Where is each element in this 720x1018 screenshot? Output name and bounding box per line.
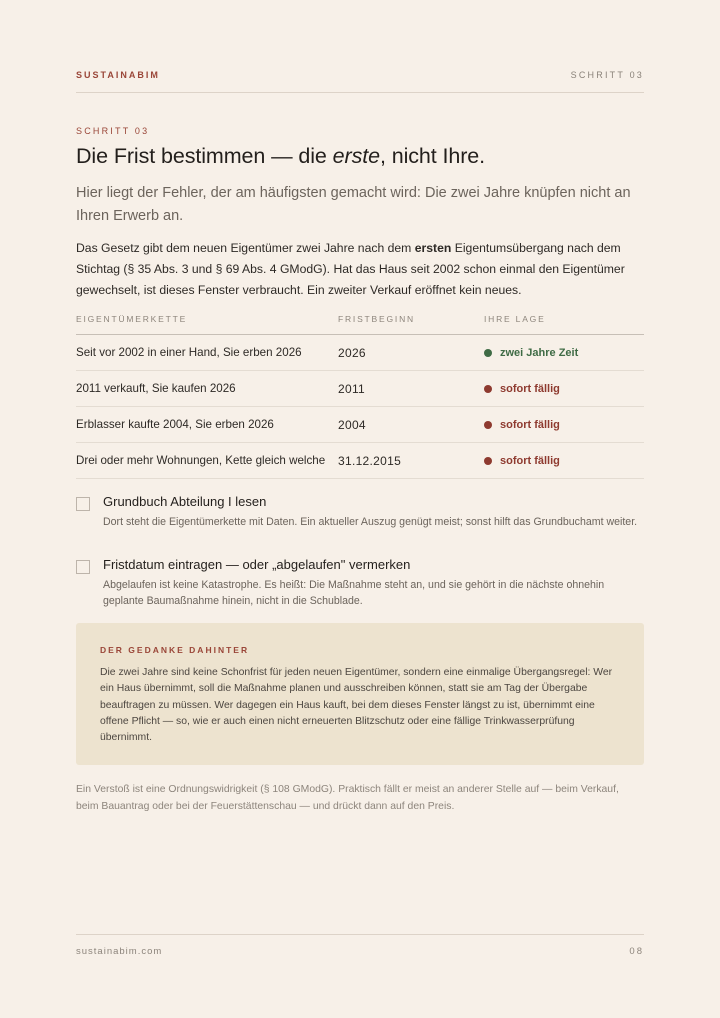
footnote: Ein Verstoß ist eine Ordnungswidrigkeit (§ 108 GModG). Praktisch fällt er meist an anderer Stelle auf — beim Verkauf, beim Bauantrag oder bei der Feuerstättenschau — und drückt dann auf den Preis. (76, 784, 619, 812)
status-cell (484, 347, 644, 359)
task-checkbox[interactable] (76, 497, 90, 511)
status-dot-icon (484, 385, 492, 393)
task-description: Abgelaufen ist keine Katastrophe. Es heißt: Die Maßnahme steht an, und sie gehört in die nächste ohnehin geplante Baumaßnahme hinein, nicht in die Schublade. (103, 579, 605, 607)
table-header (76, 312, 644, 335)
column-header-status: IHRE LAGE (484, 314, 546, 324)
callout-box (76, 623, 644, 765)
task-title: Fristdatum eintragen — oder „abgelaufen" vermerken (103, 557, 411, 572)
title-part-2: , nicht Ihre. (379, 144, 486, 168)
brand-name: SUSTAINABIM (76, 70, 160, 80)
table-row (76, 443, 644, 479)
body-paragraph (76, 238, 644, 301)
title-part-1: Die Frist bestimmen — die (76, 144, 333, 168)
status-dot-icon (484, 457, 492, 465)
start-cell: 31.12.2015 (338, 453, 402, 468)
chain-cell: Seit vor 2002 in einer Hand, Sie erben 2026 (76, 346, 302, 359)
page (76, 0, 644, 1018)
table-row (76, 407, 644, 443)
column-header-start: FRISTBEGINN (338, 314, 415, 324)
column-header-chain: EIGENTÜMERKETTE (76, 314, 188, 324)
table-row (76, 335, 644, 371)
table-row (76, 371, 644, 407)
status-text: zwei Jahre Zeit (500, 346, 579, 359)
status-cell (484, 419, 644, 431)
task-checkbox[interactable] (76, 560, 90, 574)
body-part-1: Das Gesetz gibt dem neuen Eigentümer zwei Jahre nach dem (76, 241, 415, 255)
start-cell: 2004 (338, 417, 366, 432)
chain-cell: Erblasser kaufte 2004, Sie erben 2026 (76, 418, 274, 431)
task-description: Dort steht die Eigentümerkette mit Daten. Ein aktueller Auszug genügt meist; sonst hilft das Grundbuchamt weiter. (103, 516, 638, 528)
ownership-table (76, 312, 644, 479)
status-text: sofort fällig (500, 382, 560, 395)
title-emphasis: erste (332, 144, 380, 168)
status-cell (484, 383, 644, 395)
section-eyebrow: SCHRITT 03 (76, 126, 150, 136)
callout-label: DER GEDANKE DAHINTER (100, 645, 250, 655)
body-part-2: Eigentumsübergang nach dem Stichtag (§ 35 Abs. 3 und § 69 Abs. 4 GModG). Hat das Haus seit 2002 schon einmal den Eigentümer gewechselt, ist dieses Fenster verbraucht. Ein zweiter Verkauf eröffnet kein neues. (76, 241, 625, 297)
start-cell: 2026 (338, 345, 366, 360)
body-bold: ersten (414, 241, 452, 255)
start-cell: 2011 (338, 381, 366, 396)
page-number: 08 (629, 946, 644, 957)
page-footer (76, 934, 644, 957)
chain-cell: Drei oder mehr Wohnungen, Kette gleich welche (76, 454, 326, 467)
task-title: Grundbuch Abteilung I lesen (103, 494, 267, 509)
status-dot-icon (484, 421, 492, 429)
status-dot-icon (484, 349, 492, 357)
page-title (76, 144, 485, 169)
chain-cell: 2011 verkauft, Sie kaufen 2026 (76, 382, 236, 395)
status-cell (484, 455, 644, 467)
header-step: SCHRITT 03 (570, 70, 644, 80)
page-header (76, 70, 644, 93)
callout-text: Die zwei Jahre sind keine Schonfrist für jeden neuen Eigentümer, sondern eine einmalige Übergangsregel: Wer ein Haus übernimmt, soll die Maßnahme planen und ausschreiben können, statt sie am Tag der Übergabe beauftragen zu müssen. Wer dagegen ein Haus kauft, bei dem dieses Fenster längst zu ist, übernimmt eine offene Pflicht — so, wie er auch einen nicht erneuerten Blitzschutz oder eine fällige Trinkwasserprüfung übernimmt. (100, 667, 613, 744)
footer-url: sustainabim.com (76, 946, 163, 957)
status-text: sofort fällig (500, 454, 560, 467)
lead-paragraph: Hier liegt der Fehler, der am häufigsten gemacht wird: Die zwei Jahre knüpfen nicht an Ihren Erwerb an. (76, 185, 631, 224)
status-text: sofort fällig (500, 418, 560, 431)
